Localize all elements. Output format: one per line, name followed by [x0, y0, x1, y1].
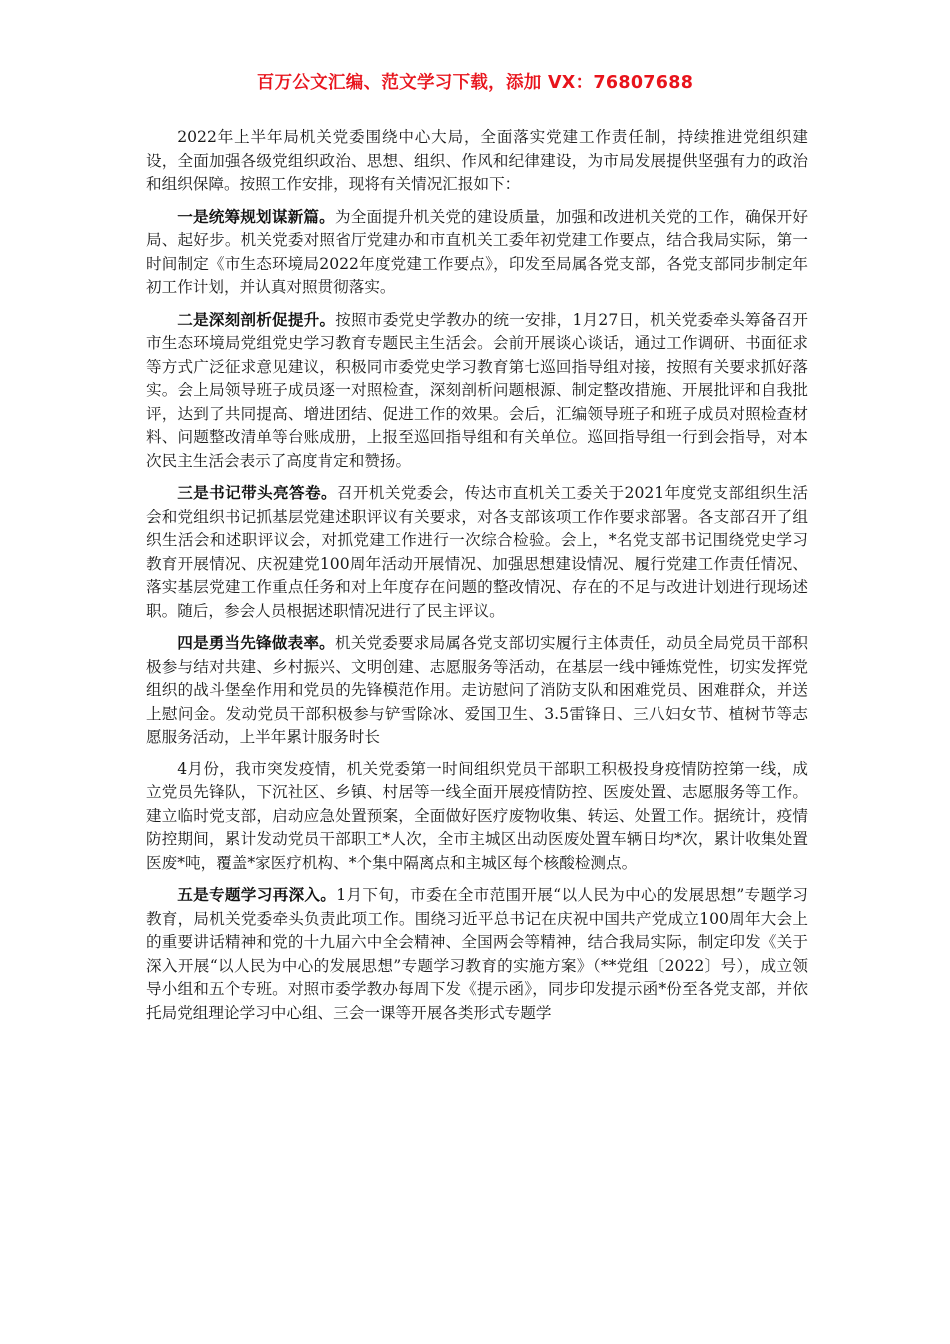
- paragraph-text: 1月下旬，市委在全市范围开展“以人民为中心的发展思想”专题学习教育，局机关党委牵头负责此项工作。围绕习近平总书记在庆祝中国共产党成立100周年大会上的重要讲话精神和党的十九届六中全会精神、全国两会等精神，结合我局实际，制定印发《关于深入开展“以人民为中心的发展思想”专题学习教育的实施方案》（**党组〔2022〕号），成立领导小组和五个专班。对照市委学教办每周下发《提示函》，同步印发提示函*份至各党支部，并依托局党组理论学习中心组、三会一课等开展各类形式专题学: [146, 886, 808, 1022]
- epidemic-paragraph: [146, 758, 808, 876]
- section-heading: 二是深刻剖析促提升。: [177, 309, 336, 329]
- paragraph-text: 机关党委要求局属各党支部切实履行主体责任，动员全局党员干部积极参与结对共建、乡村振兴、文明创建、志愿服务等活动，在基层一线中锤炼党性，切实发挥党组织的战斗堡垒作用和党员的先锋模范作用。走访慰问了消防支队和困难党员、困难群众，并送上慰问金。发动党员干部积极参与铲雪除冰、爱国卫生、3.5雷锋日、三八妇女节、植树节等志愿服务活动，上半年累计服务时长: [146, 634, 808, 746]
- section-paragraph-1: [146, 205, 808, 300]
- paragraph-text: 按照市委党史学教办的统一安排，1月27日，机关党委牵头筹备召开市生态环境局党组党史学习教育专题民主生活会。会前开展谈心谈话，通过工作调研、书面征求等方式广泛征求意见建议，积极同市委党史学习教育第七巡回指导组对接，按照有关要求抓好落实。会上局领导班子成员逐一对照检查，深刻剖析问题根源、制定整改措施、开展批评和自我批评，达到了共同提高、增进团结、促进工作的效果。会后，汇编领导班子和班子成员对照检查材料、问题整改清单等台账成册，上报至巡回指导组和有关单位。巡回指导组一行到会指导，对本次民主生活会表示了高度肯定和赞扬。: [146, 310, 808, 470]
- paragraph-text: 2022年上半年局机关党委围绕中心大局，全面落实党建工作责任制，持续推进党组织建设，全面加强各级党组织政治、思想、组织、作风和纪律建设，为市局发展提供坚强有力的政治和组织保障。按照工作安排，现将有关情况汇报如下：: [146, 128, 808, 193]
- section-paragraph-3: [146, 481, 808, 623]
- paragraph-text: 为全面提升机关党的建设质量，加强和改进机关党的工作，确保开好局、起好步。机关党委对照省厅党建办和市直机关工委年初党建工作要点，结合我局实际，第一时间制定《市生态环境局2022年度党建工作要点》，印发至局属各党支部，各党支部同步制定年初工作计划，并认真对照贯彻落实。: [146, 207, 808, 296]
- intro-paragraph: [146, 126, 808, 197]
- download-banner: 百万公文汇编、范文学习下载，添加 VX：76807688: [256, 73, 694, 93]
- paragraph-text: 4月份，我市突发疫情，机关党委第一时间组织党员干部职工积极投身疫情防控第一线，成立党员先锋队，下沉社区、乡镇、村居等一线全面开展疫情防控、医废处置、志愿服务等工作。建立临时党支部，启动应急处置预案，全面做好医疗废物收集、转运、处置工作。据统计，疫情防控期间，累计发动党员干部职工*人次，全市主城区出动医废处置车辆日均*次，累计收集处置医废*吨，覆盖*家医疗机构、*个集中隔离点和主城区每个核酸检测点。: [146, 759, 808, 872]
- section-heading: 五是专题学习再深入。: [177, 885, 337, 904]
- report-body: [146, 126, 808, 1033]
- section-heading: 一是统筹规划谋新篇。: [177, 206, 335, 226]
- section-heading: 四是勇当先锋做表率。: [177, 633, 335, 652]
- paragraph-text: 召开机关党委会，传达市直机关工委关于2021年度党支部组织生活会和党组织书记抓基层党建述职评议有关要求，对各支部该项工作作要求部署。各支部召开了组织生活会和述职评议会，对抓党建工作进行一次综合检验。会上，*名党支部书记围绕党史学习教育开展情况、庆祝建党100周年活动开展情况、加强思想建设情况、履行党建工作责任情况、落实基层党建工作重点任务和对上年度存在问题的整改情况、存在的不足与改进计划进行现场述职。随后，参会人员根据述职情况进行了民主评议。: [146, 484, 808, 620]
- section-paragraph-2: [146, 308, 808, 474]
- section-paragraph-5: [146, 883, 808, 1025]
- section-paragraph-4: [146, 631, 808, 750]
- section-heading: 三是书记带头亮答卷。: [177, 483, 337, 502]
